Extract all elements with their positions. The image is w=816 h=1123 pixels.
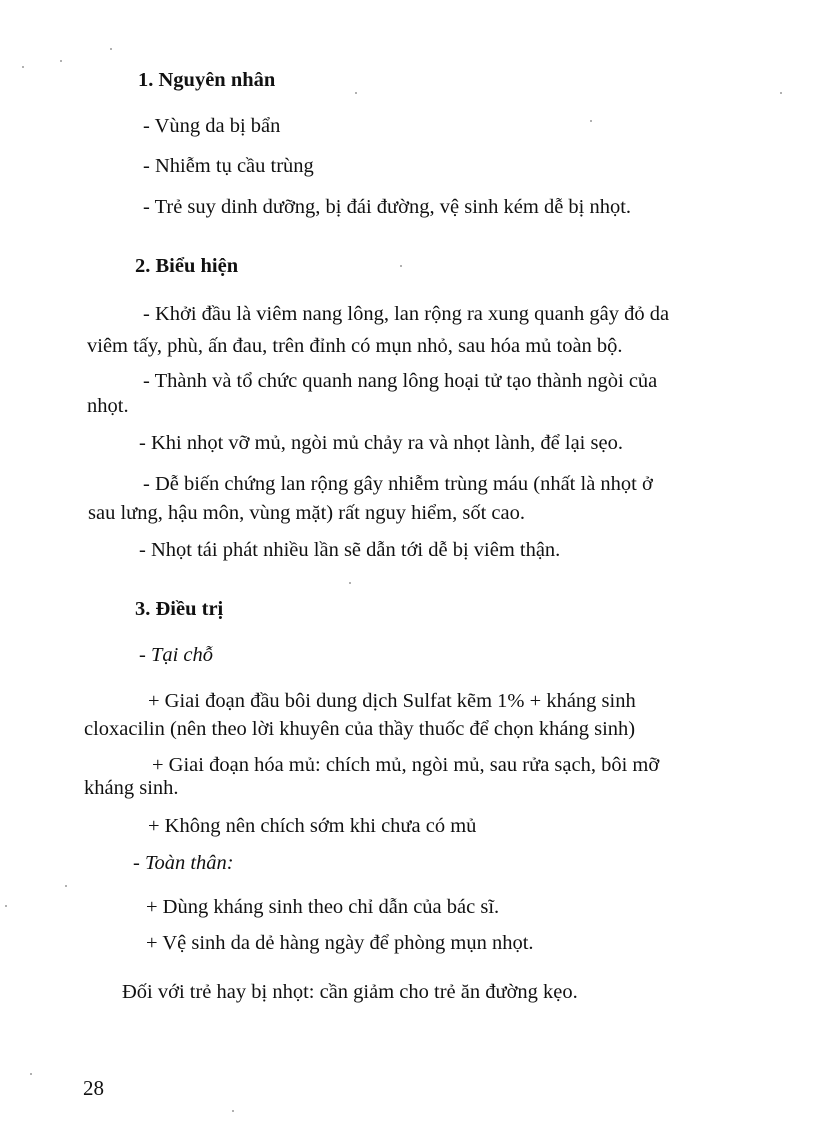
scan-speck [355,92,357,94]
scan-speck [110,48,112,50]
systemic-item-2: + Vệ sinh da dẻ hàng ngày để phòng mụn nhọt. [146,932,534,954]
symptom-4-line-2: sau lưng, hậu môn, vùng mặt) rất nguy hiểm, sốt cao. [88,502,525,524]
scan-speck [60,60,62,62]
scan-speck [400,265,402,267]
dietary-note: Đối với trẻ hay bị nhọt: cần giảm cho trẻ ăn đường kẹo. [122,981,578,1003]
local-item-2-line-2: kháng sinh. [84,777,179,799]
scan-speck [30,1073,32,1075]
local-item-3: + Không nên chích sớm khi chưa có mủ [148,815,477,837]
local-item-1-line-1: + Giai đoạn đầu bôi dung dịch Sulfat kẽm 1% + kháng sinh [148,690,636,712]
scan-speck [22,66,24,68]
symptom-5: - Nhọt tái phát nhiều lần sẽ dẫn tới dễ bị viêm thận. [139,539,561,561]
local-item-2-line-1: + Giai đoạn hóa mủ: chích mủ, ngòi mủ, sau rửa sạch, bôi mỡ [152,754,660,776]
section-3-heading: 3. Điều trị [135,598,224,620]
systemic-treatment-label: - Toàn thân: [133,852,234,874]
scan-speck [232,1110,234,1112]
section-2-heading: 2. Biểu hiện [135,255,239,277]
cause-item-2: - Nhiễm tụ cầu trùng [143,155,314,177]
scan-speck [590,120,592,122]
scan-speck [5,905,7,907]
symptom-2-line-1: - Thành và tổ chức quanh nang lông hoại tử tạo thành ngòi của [143,370,658,392]
local-item-1-line-2: cloxacilin (nên theo lời khuyên của thầy thuốc để chọn kháng sinh) [84,718,636,740]
scan-speck [780,92,782,94]
cause-item-1: - Vùng da bị bẩn [143,115,281,137]
cause-item-3: - Trẻ suy dinh dưỡng, bị đái đường, vệ sinh kém dễ bị nhọt. [143,196,632,218]
page-number: 28 [83,1076,104,1100]
systemic-item-1: + Dùng kháng sinh theo chỉ dẫn của bác sĩ. [146,896,500,918]
local-treatment-label: - Tại chỗ [139,644,214,666]
symptom-1-line-1: - Khởi đầu là viêm nang lông, lan rộng ra xung quanh gây đỏ da [143,303,670,325]
scan-speck [65,885,67,887]
symptom-1-line-2: viêm tấy, phù, ấn đau, trên đỉnh có mụn nhỏ, sau hóa mủ toàn bộ. [87,335,623,357]
symptom-2-line-2: nhọt. [87,395,129,417]
section-1-heading: 1. Nguyên nhân [138,69,276,91]
symptom-3: - Khi nhọt vỡ mủ, ngòi mủ chảy ra và nhọt lành, để lại sẹo. [139,432,623,454]
symptom-4-line-1: - Dễ biến chứng lan rộng gây nhiễm trùng máu (nhất là nhọt ở [143,473,653,495]
scan-speck [349,582,351,584]
